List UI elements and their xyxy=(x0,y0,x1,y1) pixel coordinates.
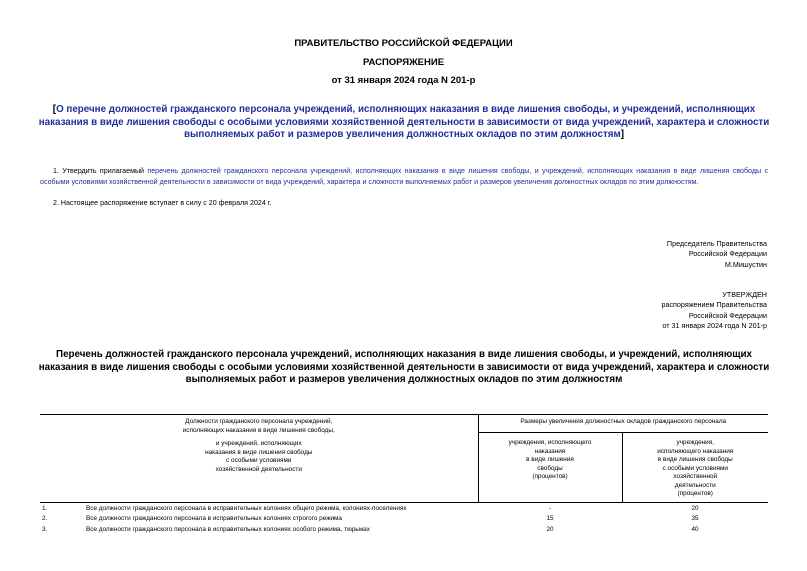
document-type: РАСПОРЯЖЕНИЕ xyxy=(362,57,445,68)
col1-header-line: и учреждений, исполняющих xyxy=(215,440,302,447)
document-title xyxy=(36,104,772,142)
col1-header-line: хозяйственной деятельности xyxy=(215,465,302,473)
approved-line-3: Российской Федерации xyxy=(688,310,767,320)
sub2-header-line: исполняющего наказания xyxy=(657,447,734,455)
title-link[interactable]: О перечне должностей гражданского персонала учреждений, исполняющих наказания в виде лишения свободы, и учреждений, исполняющих наказания в виде лишения свободы с особыми условиями хозяйственной деятельности в зависимости от вида учреждений, характера и сложности выполняемых работ и размеров увеличения должностных окладов по этим должностям xyxy=(38,104,770,140)
row-value-regular: 20 xyxy=(546,525,554,533)
sub2-header-line: деятельности xyxy=(674,481,716,489)
col1-header-line: исполняющих наказания в виде лишения свободы, xyxy=(182,426,335,434)
sub2-header-line: с особыми условиями xyxy=(662,464,728,472)
title-open-bracket: [ xyxy=(52,104,57,115)
approved-line-4: от 31 января 2024 года N 201-р xyxy=(662,320,767,330)
col1-header-line: наказания в виде лишения свободы xyxy=(205,448,313,456)
col1-header-line: Должности гражданского персонала учреждений, xyxy=(185,418,333,425)
paragraph-1 xyxy=(40,166,768,187)
row-number: 2. xyxy=(42,515,48,522)
row-value-special: 35 xyxy=(691,515,699,522)
list-title: Перечень должностей гражданского персонала учреждений, исполняющих наказания в виде лишения свободы, и учреждений, исполняющих наказания в виде лишения свободы с особыми условиями хозяйственной деятельности в зависимости от вида учреждений, характера и сложности выполняемых работ и размеров увеличения должностных окладов по этим должностям xyxy=(38,349,770,385)
list-link[interactable]: перечень должностей гражданского персонала учреждений, исполняющих наказания в виде лишения свободы, и учреждений, исполняющих наказания в виде лишения свободы с особыми условиями хозяйственной деятельности в зависимости от вида учреждений, характера и сложности выполняемых работ и размеров увеличения должностных окладов по этим должностям xyxy=(40,167,768,186)
sub1-header-line: свободы xyxy=(537,464,563,472)
column-group-header xyxy=(478,415,768,433)
row-value-special: 40 xyxy=(691,525,699,533)
row-number: 3. xyxy=(42,525,48,533)
group-header-text: Размеры увеличения должностных окладов гражданского персонала xyxy=(520,418,727,425)
table-row xyxy=(40,525,768,536)
row-position: Все должности гражданского персонала в исправительных колониях общего режима, колониях-поселениях xyxy=(86,504,407,512)
approved-block xyxy=(661,290,767,331)
paragraph-2-text: 2. Настоящее распоряжение вступает в силу с 20 февраля 2024 г. xyxy=(53,199,272,207)
sub1-header-line: (процентов) xyxy=(532,473,568,480)
row-value-regular: - xyxy=(548,504,552,512)
government-heading: ПРАВИТЕЛЬСТВО РОССИЙСКОЙ ФЕДЕРАЦИИ xyxy=(294,38,513,49)
sub1-header-line: в виде лишения xyxy=(526,456,574,463)
row-position: Все должности гражданского персонала в исправительных колониях строгого режима xyxy=(86,515,342,522)
signature-line-3: М.Мишустин xyxy=(724,259,767,269)
title-close-bracket: ] xyxy=(620,129,624,140)
column-header-positions xyxy=(40,415,478,503)
paragraph-1-suffix: . xyxy=(696,177,699,186)
signature-block xyxy=(667,239,767,270)
paragraph-1-prefix: 1. Утвердить прилагаемый xyxy=(53,167,148,175)
positions-table xyxy=(40,414,768,535)
col1-header-line: с особыми условиями xyxy=(226,457,292,464)
document-date-number: от 31 января 2024 года N 201-р xyxy=(331,75,476,86)
row-number: 1. xyxy=(42,504,48,512)
table-row xyxy=(40,514,768,525)
column-header-regular xyxy=(478,433,622,503)
approved-line-1: УТВЕРЖДЕН xyxy=(722,290,767,299)
signature-line-2: Российской Федерации xyxy=(688,249,767,259)
sub1-header-line: учреждения, исполняющего xyxy=(508,439,592,446)
row-value-special: 20 xyxy=(691,504,699,512)
column-header-special xyxy=(622,433,768,503)
sub1-header-line: наказания xyxy=(534,447,566,455)
sub2-header-line: в виде лишения свободы xyxy=(657,456,733,463)
row-position: Все должности гражданского персонала в исправительных колониях особого режима, тюрьмах xyxy=(86,525,370,533)
sub2-header-line: (процентов) xyxy=(677,490,713,497)
row-value-regular: 15 xyxy=(546,515,554,522)
sub2-header-line: учреждения, xyxy=(676,439,714,446)
sub2-header-line: хозяйственной xyxy=(673,473,718,480)
signature-line-1: Председатель Правительства xyxy=(666,239,767,248)
paragraph-2 xyxy=(40,198,768,209)
approved-line-2: распоряжением Правительства xyxy=(661,300,767,310)
table-row xyxy=(40,502,768,514)
